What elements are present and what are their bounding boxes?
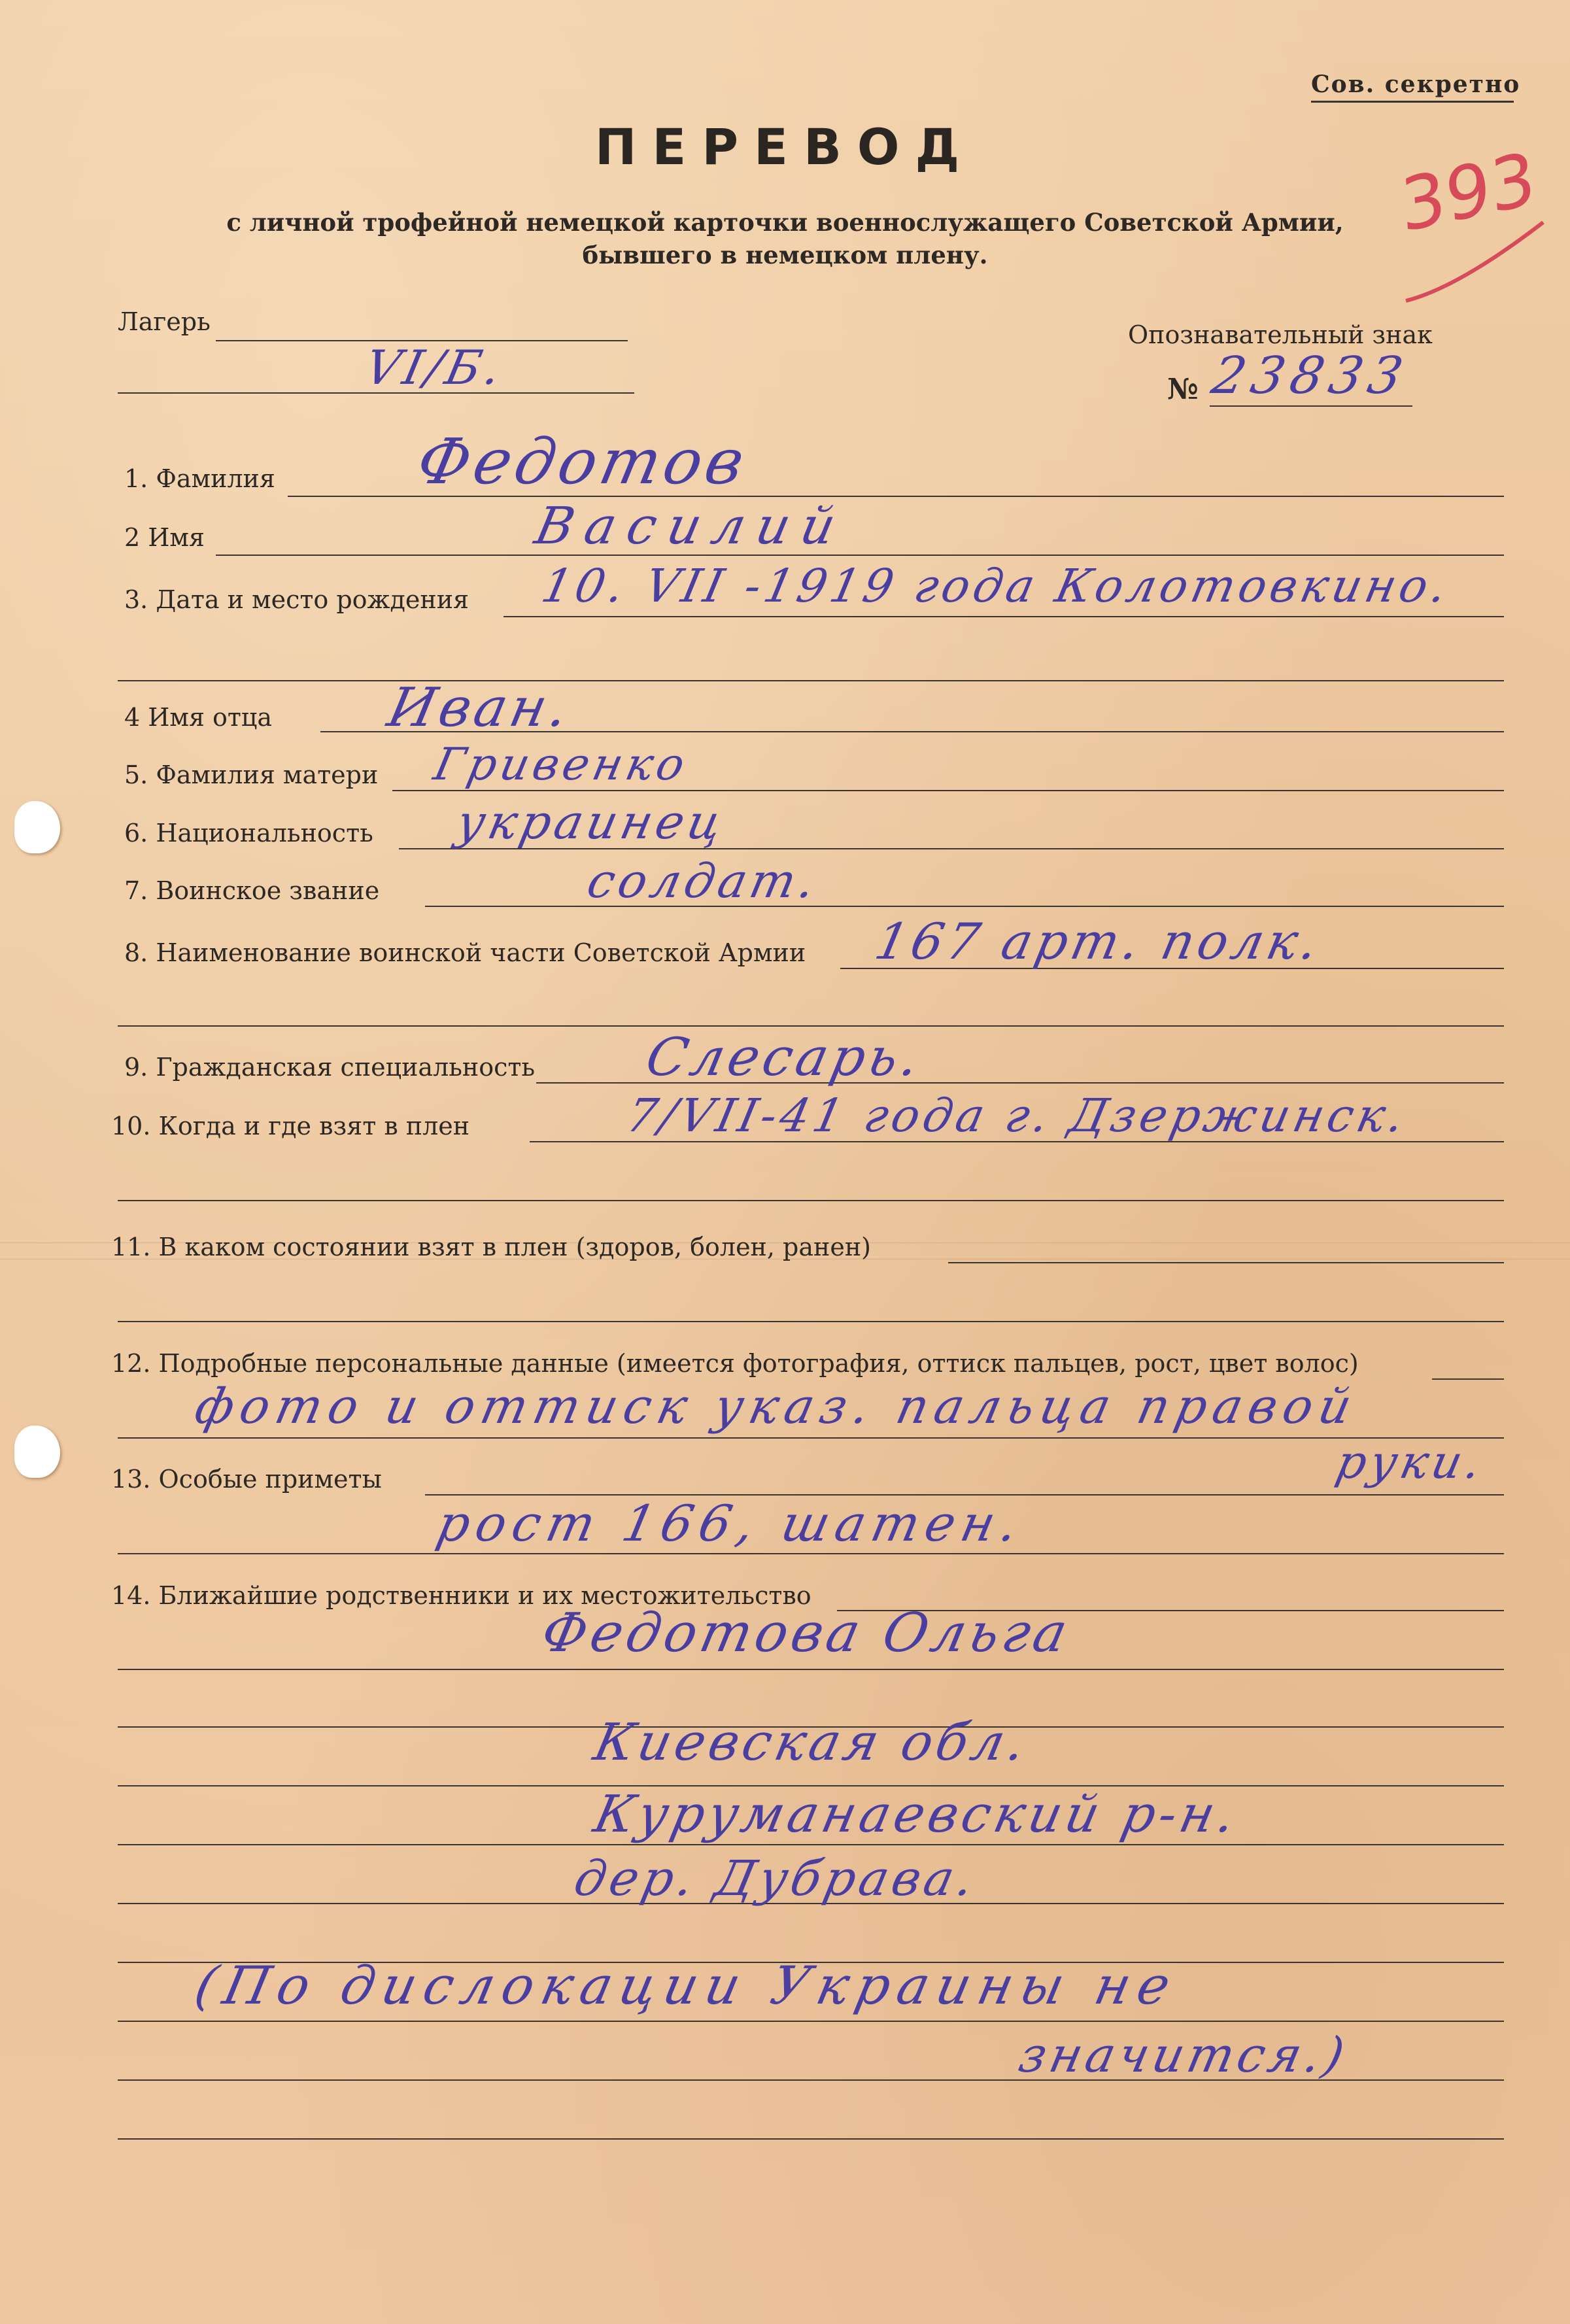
field-14-line-10 bbox=[118, 2138, 1504, 2140]
field-13-line-2 bbox=[118, 1553, 1504, 1554]
camp-line-2 bbox=[118, 392, 634, 394]
field-11-line-2 bbox=[118, 1321, 1504, 1322]
field-14-line-5 bbox=[118, 1844, 1504, 1845]
field-3-label: 3. Дата и место рождения bbox=[124, 585, 469, 614]
field-14-value-line-3: Куруманаевский р-н. bbox=[589, 1785, 1244, 1844]
field-12-line bbox=[1432, 1378, 1504, 1380]
field-10-line-2 bbox=[118, 1200, 1504, 1201]
id-tag-line bbox=[1210, 405, 1412, 407]
field-10-value: 7/VII-41 года г. Дзержинск. bbox=[622, 1089, 1413, 1142]
field-14-value-line-1: Федотова Ольга bbox=[536, 1602, 1077, 1664]
field-11-line bbox=[948, 1262, 1504, 1263]
field-12-line-2 bbox=[118, 1437, 1504, 1439]
id-tag-label: Опознавательный знак bbox=[1128, 320, 1433, 349]
id-tag-number-prefix: № bbox=[1167, 373, 1199, 406]
field-12-value: фото и оттиск указ. пальца правой bbox=[190, 1378, 1363, 1435]
document-subtitle-line-2: бывшего в немецком плену. bbox=[582, 241, 988, 269]
field-14-line-8 bbox=[118, 2021, 1504, 2022]
field-2-value: Василий bbox=[530, 497, 853, 556]
field-4-label: 4 Имя отца bbox=[124, 703, 272, 732]
field-14-value-line-2: Киевская обл. bbox=[589, 1713, 1034, 1772]
field-3-line-2 bbox=[118, 680, 1504, 681]
field-5-label: 5. Фамилия матери bbox=[124, 760, 379, 789]
field-13-value-a: руки. bbox=[1331, 1435, 1490, 1489]
field-14-value-line-4: дер. Дубрава. bbox=[569, 1851, 983, 1907]
field-6-label: 6. Национальность bbox=[124, 819, 373, 847]
camp-label: Лагерь bbox=[118, 307, 211, 336]
document-subtitle-line-1: с личной трофейной немецкой карточки военнослужащего Советской Армии, bbox=[226, 208, 1344, 237]
field-14-line-2 bbox=[118, 1669, 1504, 1670]
red-archive-number: 393 bbox=[1397, 135, 1539, 249]
field-4-value: Иван. bbox=[382, 677, 578, 739]
id-tag-value: 23833 bbox=[1206, 347, 1414, 405]
field-1-value: Федотов bbox=[411, 425, 755, 498]
field-1-label: 1. Фамилия bbox=[124, 464, 275, 493]
field-8-label: 8. Наименование воинской части Советской Армии bbox=[124, 938, 806, 967]
document-title: ПЕРЕВОД bbox=[594, 118, 976, 176]
field-12-label: 12. Подробные персональные данные (имеется фотография, оттиск пальцев, рост, цвет волос) bbox=[111, 1349, 1359, 1378]
field-14-value-line-6: значится.) bbox=[1014, 2027, 1354, 2083]
camp-value: VI/Б. bbox=[360, 340, 510, 395]
field-3-value: 10. VII -1919 года Колотовкино. bbox=[537, 559, 1456, 613]
field-7-value: солдат. bbox=[583, 853, 825, 908]
field-14-label: 14. Ближайшие родственники и их местожительство bbox=[111, 1581, 811, 1610]
field-13-label: 13. Особые приметы bbox=[111, 1465, 382, 1494]
field-2-line bbox=[216, 555, 1504, 556]
field-14-value-line-5: (По дислокации Украины не bbox=[190, 1955, 1184, 2016]
classification-label: Сов. секретно bbox=[1311, 71, 1521, 98]
field-7-label: 7. Воинское звание bbox=[124, 876, 380, 905]
field-10-label: 10. Когда и где взят в плен bbox=[111, 1112, 470, 1140]
field-5-value: Гривенко bbox=[429, 739, 693, 791]
field-8-value: 167 арт. полк. bbox=[870, 912, 1327, 970]
field-11-label: 11. В каком состоянии взят в плен (здоров, болен, ранен) bbox=[111, 1233, 871, 1261]
punch-hole bbox=[14, 1426, 60, 1478]
field-9-label: 9. Гражданская специальность bbox=[124, 1053, 536, 1082]
field-2-label: 2 Имя bbox=[124, 523, 205, 552]
punch-hole bbox=[14, 801, 60, 853]
field-3-line bbox=[503, 616, 1504, 617]
field-13-value-b: рост 166, шатен. bbox=[432, 1494, 1030, 1552]
field-6-value: украинец bbox=[452, 795, 731, 849]
classification-underline bbox=[1311, 101, 1514, 103]
field-9-value: Слесарь. bbox=[641, 1027, 929, 1087]
